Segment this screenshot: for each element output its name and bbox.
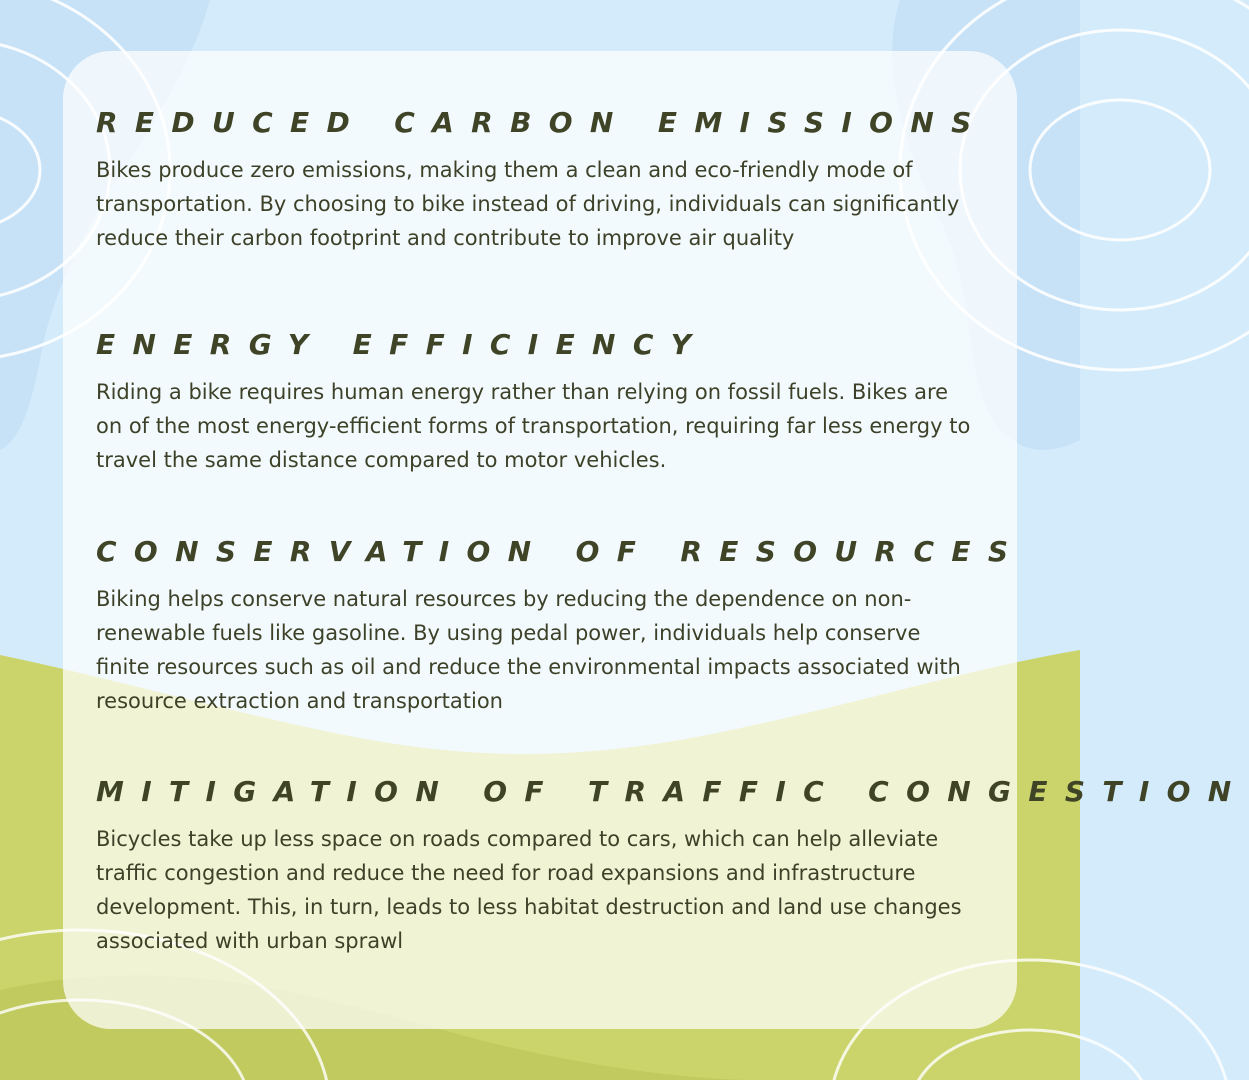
section-conservation-of-resources (96, 534, 1026, 718)
section-body: Bicycles take up less space on roads compared to cars, which can help alleviate traffic congestion and reduce the need for road expansions and infrastructure development. This, in turn, leads to less habitat destruction and land use changes associated with urban sprawl (96, 827, 962, 953)
section-heading: REDUCED CARBON EMISSIONS (96, 106, 989, 139)
section-mitigation-of-traffic-congestion (96, 774, 1249, 958)
section-reduced-carbon-emissions (96, 105, 989, 255)
section-heading: ENERGY EFFICIENCY (96, 328, 709, 361)
section-energy-efficiency (96, 327, 976, 477)
section-body: Biking helps conserve natural resources by reducing the dependence on non-renewable fuels like gasoline. By using pedal power, individuals help conserve finite resources such as oil and reduce the environmental impacts associated with resource extraction and transportation (96, 587, 961, 713)
section-heading: MITIGATION OF TRAFFIC CONGESTION (96, 775, 1249, 808)
section-body: Riding a bike requires human energy rather than relying on fossil fuels. Bikes are on of the most energy-efficient forms of transportation, requiring far less energy to travel the same distance compared to motor vehicles. (96, 380, 971, 472)
section-body: Bikes produce zero emissions, making them a clean and eco-friendly mode of transportation. By choosing to bike instead of driving, individuals can significantly reduce their carbon footprint and contribute to improve air quality (96, 158, 960, 250)
section-heading: CONSERVATION OF RESOURCES (96, 535, 1026, 568)
